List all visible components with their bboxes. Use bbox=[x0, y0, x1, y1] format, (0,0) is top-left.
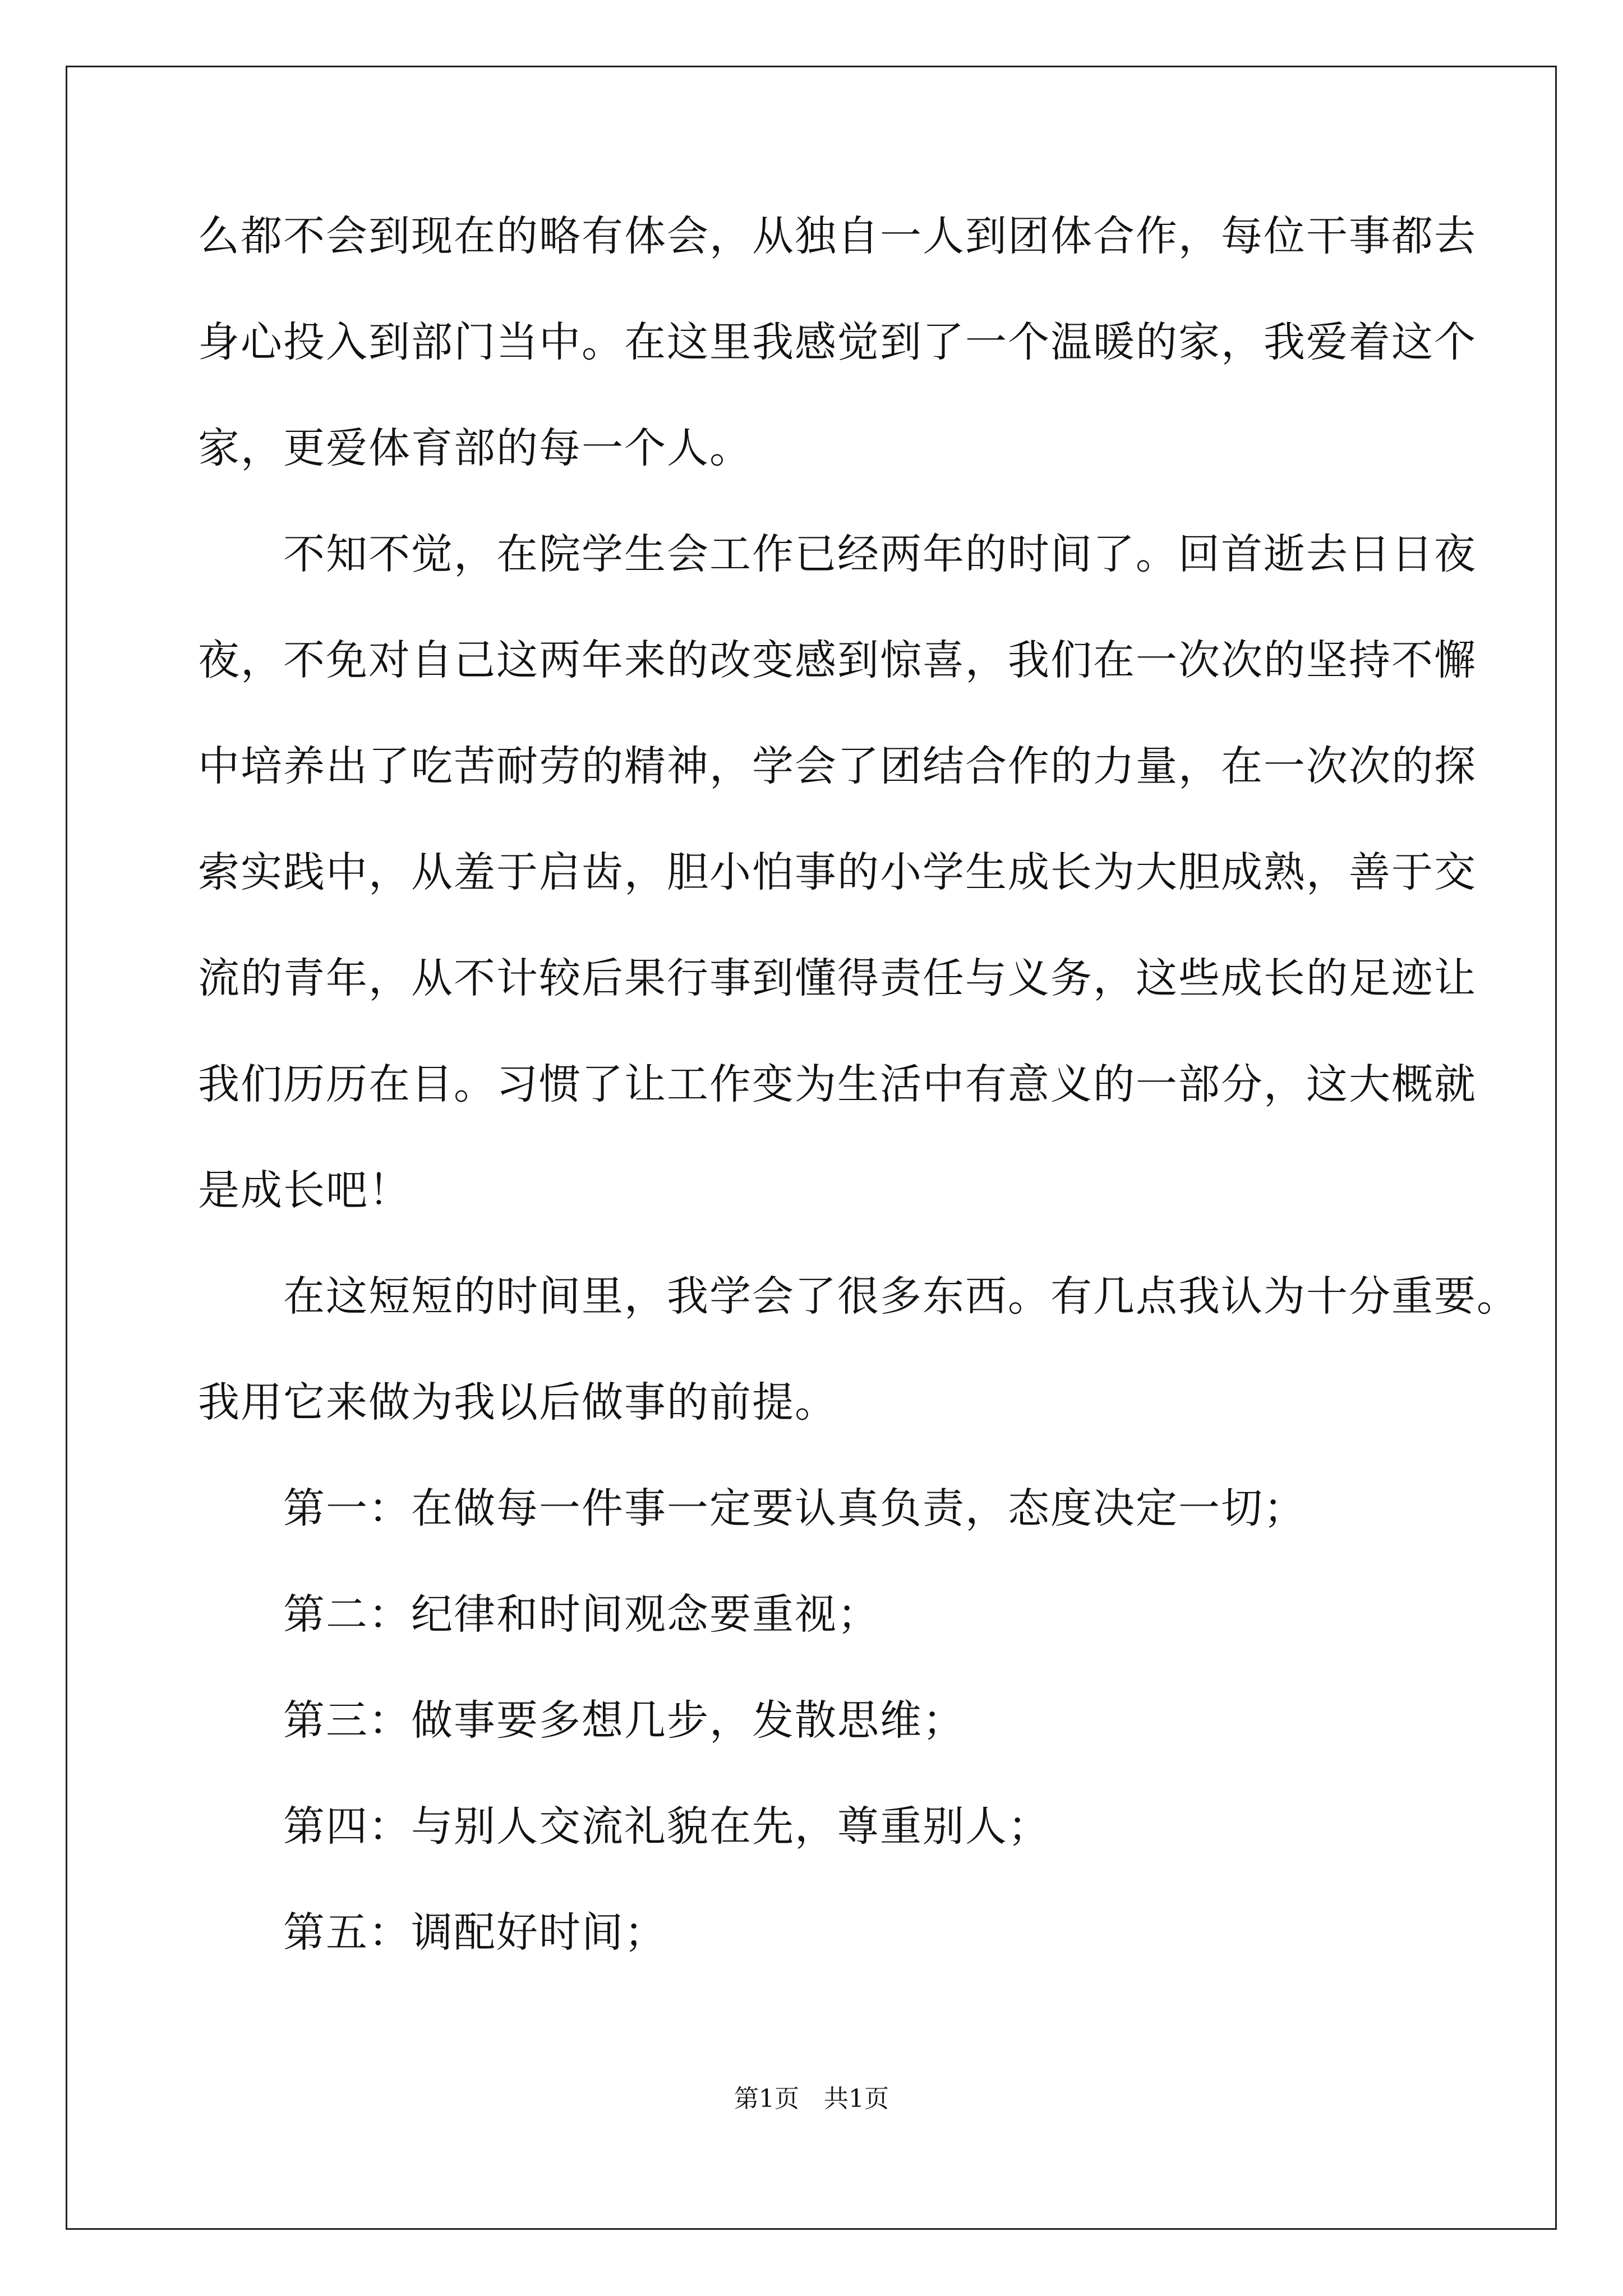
text-line: 流的青年，从不计较后果行事到懂得责任与义务，这些成长的足迹让 bbox=[198, 954, 1477, 1002]
text-line: 是成长吧！ bbox=[198, 1166, 411, 1214]
page-border bbox=[66, 66, 1557, 2230]
text-line: 我用它来做为我以后做事的前提。 bbox=[198, 1378, 837, 1427]
text-line: 索实践中，从羞于启齿，胆小怕事的小学生成长为大胆成熟，善于交 bbox=[198, 848, 1477, 896]
text-line: 第三：做事要多想几步，发散思维； bbox=[198, 1696, 965, 1745]
text-line: 第二：纪律和时间观念要重视； bbox=[198, 1590, 880, 1639]
text-line: 家，更爱体育部的每一个人。 bbox=[198, 424, 752, 472]
text-line: 中培养出了吃苦耐劳的精神，学会了团结合作的力量，在一次次的探 bbox=[198, 742, 1477, 790]
page-footer: 第1页 共1页 bbox=[734, 2085, 889, 2113]
text-line: 第五：调配好时间； bbox=[198, 1908, 667, 1957]
text-line: 第一：在做每一件事一定要认真负责，态度决定一切； bbox=[198, 1484, 1306, 1533]
text-line: 我们历历在目。习惯了让工作变为生活中有意义的一部分，这大概就 bbox=[198, 1060, 1477, 1108]
text-line: 不知不觉，在院学生会工作已经两年的时间了。回首逝去日日夜 bbox=[198, 530, 1477, 578]
text-line: 么都不会到现在的略有体会，从独自一人到团体合作，每位干事都去 bbox=[198, 212, 1477, 260]
text-line: 身心投入到部门当中。在这里我感觉到了一个温暖的家，我爱着这个 bbox=[198, 318, 1477, 366]
text-line: 第四：与别人交流礼貌在先，尊重别人； bbox=[198, 1802, 1050, 1851]
text-line: 在这短短的时间里，我学会了很多东西。有几点我认为十分重要。 bbox=[198, 1272, 1519, 1320]
text-line: 夜，不免对自己这两年来的改变感到惊喜，我们在一次次的坚持不懈 bbox=[198, 636, 1477, 684]
